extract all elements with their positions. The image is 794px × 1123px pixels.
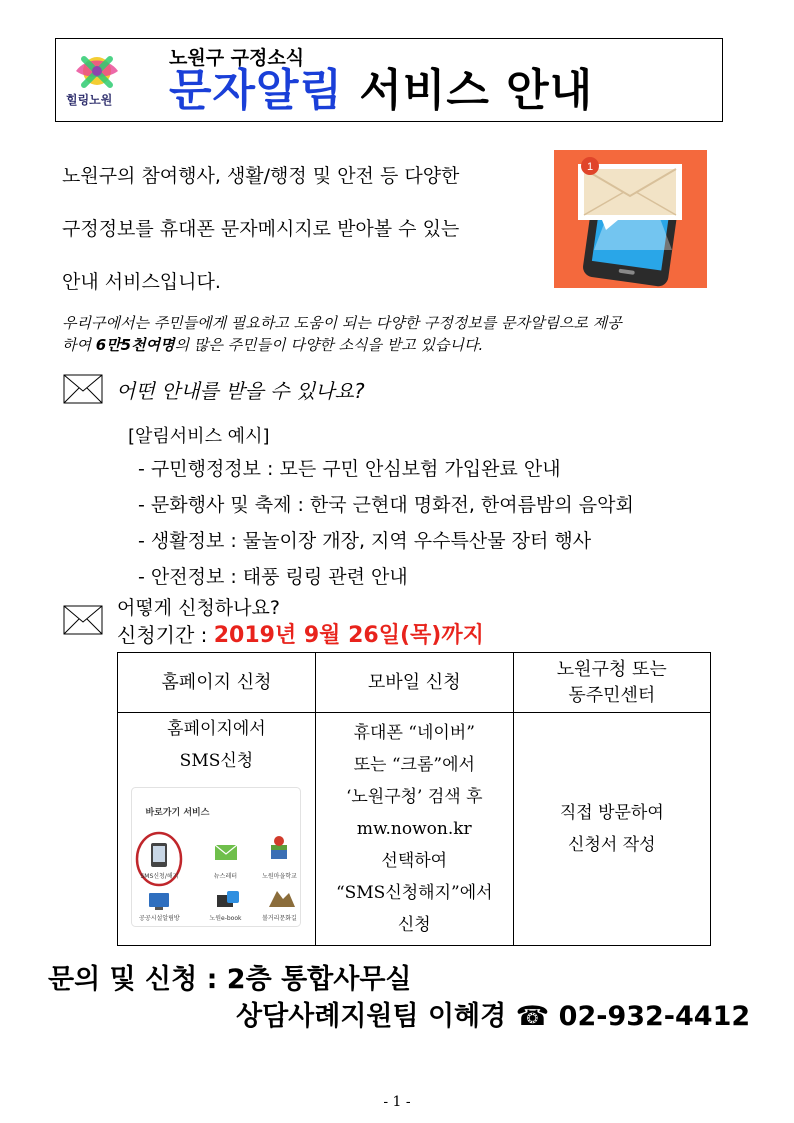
ebook-link[interactable]: 노원e-book [209, 915, 242, 922]
table-header [513, 653, 710, 713]
contact-person: 상담사례지원팀 이혜경 [236, 1001, 516, 1032]
panel-title: 바로가기 서비스 [145, 808, 210, 818]
list-item: - 생활정보 : 물놀이장 개장, 지역 우수특산물 장터 행사 [138, 530, 592, 552]
cell-line: 선택하여 [381, 851, 448, 871]
list-item: - 안전정보 : 태풍 링링 관련 안내 [138, 566, 408, 588]
cell-line: ‘노원구청’ 검색 후 [345, 787, 483, 807]
phone-message-illustration [554, 150, 707, 288]
table-header: 모바일 신청 [315, 653, 513, 713]
cell-line: 신청 [397, 915, 431, 935]
phone-number: 02-932-4412 [549, 1001, 751, 1032]
header-line: 노원구청 또는 [556, 658, 667, 680]
public-facility-link[interactable]: 공공시설알림방 [139, 915, 180, 922]
cell-line: SMS신청 [179, 751, 254, 771]
intro-line: 노원구의 참여행사, 생활/행정 및 안전 등 다양한 [62, 165, 460, 187]
page-title [169, 65, 593, 117]
intro-line: 구정정보를 휴대폰 문자메시지로 받아볼 수 있는 [62, 218, 460, 240]
question-how-apply: 어떻게 신청하나요? [117, 597, 280, 619]
note-line [62, 334, 722, 356]
header-line: 동주민센터 [568, 684, 656, 706]
examples-heading: [알림서비스 예시] [128, 426, 270, 447]
shortcut-service-panel [131, 787, 301, 927]
question-what-info: 어떤 안내를 받을 수 있나요? [116, 379, 365, 403]
phone-message-icon [554, 150, 707, 288]
cell-line: 신청서 작성 [568, 835, 656, 855]
logo-text: 힐링노원 [66, 93, 113, 107]
cell-line: 직접 방문하여 [559, 803, 664, 823]
cell-line: mw.nowon.kr [356, 819, 472, 839]
note-text: 하여 [62, 336, 96, 354]
visit-apply-cell [513, 713, 710, 946]
cell-line: “SMS신청해지”에서 [335, 883, 493, 903]
list-item: - 구민행정정보 : 모든 구민 안심보험 가입완료 안내 [138, 458, 561, 480]
phone-icon: ☎ [515, 1001, 550, 1032]
application-period [117, 618, 484, 649]
period-date: 2019년 9월 26일(목)까지 [213, 623, 484, 648]
envelope-icon [63, 374, 103, 404]
table-header-row [118, 653, 711, 713]
cell-line: 홈페이지에서 [167, 719, 266, 739]
cell-line: 또는 “크롬”에서 [353, 755, 475, 775]
culture-road-link[interactable]: 볼거리문화길 [262, 915, 297, 922]
mobile-apply-cell [315, 713, 513, 946]
list-item: - 문화행사 및 축제 : 한국 근현대 명화전, 한여름밤의 음악회 [138, 494, 634, 516]
application-methods-table [117, 652, 711, 946]
usage-note [62, 312, 722, 356]
note-text: 의 많은 주민들이 다양한 소식을 받고 있습니다. [174, 336, 484, 354]
intro-line: 안내 서비스입니다. [62, 271, 221, 293]
contact-line: 문의 및 신청 : 2층 통합사무실 [48, 964, 412, 995]
title-highlight: 문자알림 [169, 65, 344, 116]
cell-line: 휴대폰 “네이버” [353, 723, 475, 743]
newsletter-link[interactable]: 뉴스레터 [213, 873, 238, 880]
page-number: - 1 - [383, 1094, 411, 1110]
examples-list [138, 452, 634, 596]
sms-service-link[interactable]: SMS신청/해지 [140, 873, 179, 880]
envelope-icon [63, 605, 103, 635]
village-school-link[interactable]: 노원마을학교 [262, 873, 297, 880]
contact-line [236, 994, 750, 1033]
header-subtitle: 노원구 구정소식 [169, 47, 305, 69]
table-row [118, 713, 711, 946]
notification-badge: 1 [586, 161, 594, 173]
table-header: 홈페이지 신청 [118, 653, 316, 713]
web-apply-cell [118, 713, 316, 946]
note-line: 우리구에서는 주민들에게 필요하고 도움이 되는 다양한 구정정보를 문자알림으로 제공 [62, 314, 622, 332]
header-box [55, 38, 723, 122]
intro-paragraph [62, 150, 540, 309]
subscriber-count: 6만5천여명 [95, 336, 175, 354]
title-rest: 서비스 안내 [343, 65, 594, 116]
period-label: 신청기간 : [117, 623, 214, 647]
